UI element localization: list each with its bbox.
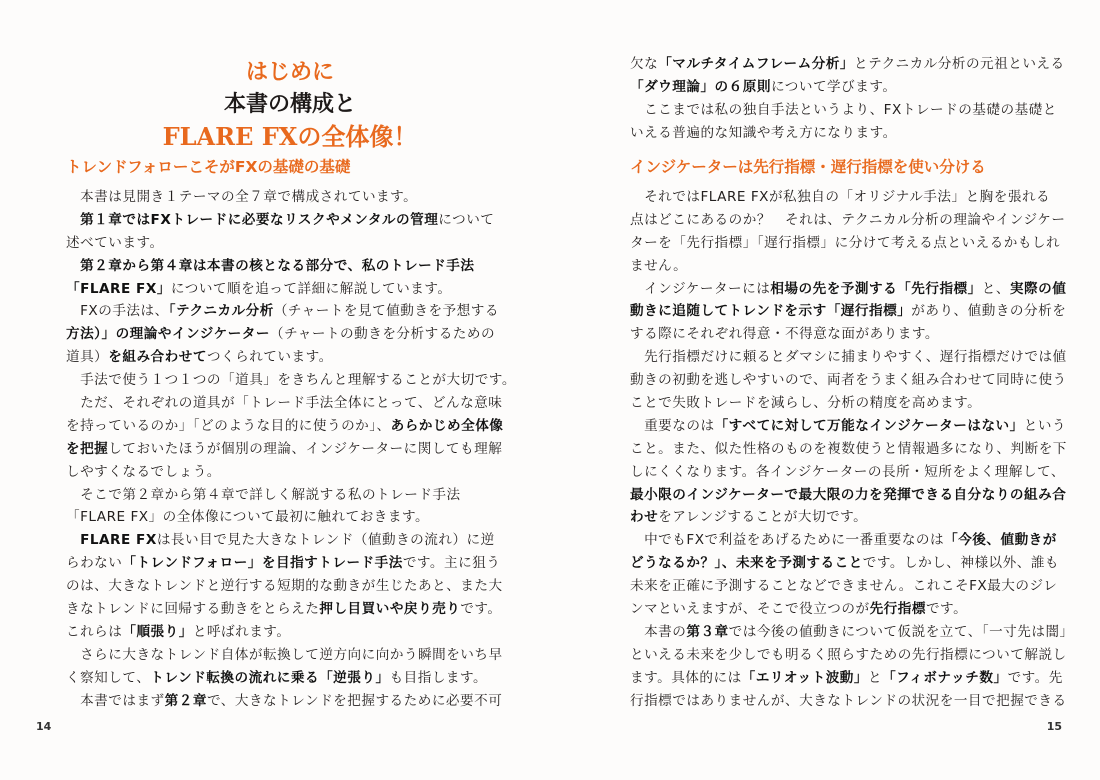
text-line [66,346,486,369]
section-heading-indicators: インジケーターは先行指標・遅行指標を使い分ける [630,158,986,176]
text-run: について [438,211,495,228]
text-line [66,186,486,209]
text-line [66,278,486,301]
text-run: は長い目で見た大きなトレンド（値動きの流れ）に逆 [156,532,495,549]
bold-text-run: 方法）」の理論やインジケーター [66,326,270,343]
text-run: （チャートを見て値動きを予想する [273,303,499,320]
text-run: で、大きなトレンドを把握するために必要不可 [206,692,503,709]
text-line [630,506,1050,529]
text-run: 重要なのは [630,417,715,434]
text-run: 道具） [66,349,109,366]
text-run: について順を追って詳細に解説しています。 [170,280,452,297]
text-line [630,346,1067,369]
text-run: について学びます。 [770,78,897,95]
text-line [66,690,503,713]
text-run: しやすくなるでしょう。 [66,463,221,480]
text-line [66,209,495,232]
text-line [66,369,516,392]
text-run: も目指します。 [389,669,488,686]
text-line [66,621,486,644]
text-line [630,484,1067,507]
bold-text-run: 第３章 [686,623,729,640]
bold-text-run: 「すべてに対して万能なインジケーターはない」 [714,417,1024,434]
text-line [66,667,486,690]
text-line [630,209,1066,232]
text-run: 点はどこにあるのか？ それは、テクニカル分析の理論やインジケー [630,211,1066,228]
text-run: 未来を正確に予測することなどできません。これこそFX最大のジレ [630,578,1058,595]
bold-text-run: トレンド転換の流れに乗る「逆張り」 [150,669,390,686]
text-run: と呼ばれます。 [192,623,291,640]
text-line [66,484,486,507]
text-run: それではFLARE FXが私独自の「オリジナル手法」と胸を張れる [630,189,1051,205]
section-heading-trend-follow: トレンドフォローこそがFXの基礎の基礎 [66,158,351,176]
text-run: しにくくなります。各インジケーターの長所・短所をよく理解して、 [630,463,1065,480]
text-run: しておいたほうが個別の理論、インジケーターに関しても理解 [108,440,503,457]
text-line [66,415,504,438]
text-line [66,392,503,415]
bold-text-run: 「マルチタイムフレーム分析」 [658,56,855,72]
bold-text-run: 「フィボナッチ数」 [882,669,1008,686]
text-line [66,529,495,552]
text-run: です。先 [1007,669,1063,686]
right-page [550,0,1100,780]
page-number-right: 15 [1046,720,1062,733]
title-line-intro: はじめに [245,59,334,85]
bold-text-run: 先行指標 [869,601,926,618]
text-run: 本書は見開き１テーマの全７章で構成されています。 [66,189,418,205]
right-continued-text [630,53,1065,145]
bold-text-run: を把握 [66,440,109,457]
bold-text-run: 動きに追随してトレンドを示す「遅行指標」 [630,303,912,320]
text-run: です。しかし、神様以外、誰も [862,555,1060,572]
text-run: ます。具体的には [630,669,742,686]
text-run: 行指標ではありませんが、大きなトレンドの状況を一目で把握できる [630,692,1067,709]
text-run: いえる普遍的な知識や考え方になります。 [630,124,897,141]
bold-text-run: FLARE FX [66,532,157,549]
text-line [630,644,1067,667]
text-run: 動きの初動を逃しやすいので、両者をうまく組み合わせて同時に使う [630,372,1067,389]
text-line [630,461,1065,484]
text-line [66,232,486,255]
text-run: ンマといえますが、そこで役立つのが [630,601,870,618]
bold-text-run: 相場の先を予測する「先行指標」 [770,280,982,297]
bold-text-run: 「今後、値動きが [944,532,1057,549]
text-run: FXの手法は、 [66,303,169,320]
bold-text-run: 「FLARE FX」 [66,280,171,297]
text-run: があり、値動きの分析を [911,303,1067,320]
bold-text-run: 最小限のインジケーターで最大限の力を発揮できる自分なりの組み合 [630,486,1067,503]
text-run: 先行指標だけに頼るとダマシに捕まりやすく、遅行指標だけでは値 [630,349,1067,366]
text-run: ません。 [630,257,688,274]
text-line [630,76,1050,99]
text-run: 欠な [630,56,659,72]
text-run: です。主に狙う [402,555,501,572]
text-run: ここまでは私の独自手法というより、FXトレードの基礎の基礎と [630,101,1057,118]
right-body-text [630,186,1074,712]
text-run: さらに大きなトレンド自体が転換して逆方向に向かう瞬間をいち早 [66,646,503,663]
chapter-title [80,56,500,154]
text-line [66,300,499,323]
bold-text-run: あらかじめ全体像 [390,417,504,434]
text-run: する際にそれぞれ得意・不得意な面があります。 [630,326,939,343]
text-line [630,575,1058,598]
text-line [66,461,486,484]
text-line [66,598,502,621]
text-line [66,438,503,461]
text-line [630,415,1067,438]
text-line [630,621,1074,644]
text-run: きなトレンドに回帰する動きをとらえた [66,601,320,618]
bold-text-run: 押し目買いや戻り売り [319,601,461,618]
text-run: 述べています。 [66,234,164,251]
page-number-left: 14 [36,720,52,733]
title-line-overview: FLARE FXの全体像！ [162,122,418,151]
text-run: といえる未来を少しでも明るく照らすための先行指標について解説し [630,646,1067,663]
text-line [630,122,1050,145]
left-body-text [66,186,516,712]
text-line [630,300,1067,323]
text-line [630,598,1050,621]
bold-text-run: 第１章ではFXトレードに必要なリスクやメンタルの管理 [66,211,439,228]
text-run: ただ、それぞれの道具が「トレード手法全体にとって、どんな意味 [66,395,503,412]
text-line [66,644,503,667]
text-run: を持っているのか」「どのような目的に使うのか」、 [66,417,391,434]
text-line [630,529,1057,552]
text-run: とテクニカル分析の元祖といえる [854,56,1065,72]
text-run: こと。また、似た性格のものを複数使うと情報過多になり、判断を下 [630,440,1067,457]
text-run: 中でもFXで利益をあげるために一番重要なのは [630,532,945,549]
title-line-structure: 本書の構成と [223,91,356,117]
text-run: これらは [66,623,123,640]
bold-text-run: 第２章から第４章は本書の核となる部分で、私のトレード手法 [66,257,475,274]
text-run: インジケーターには [630,280,771,297]
text-run: （チャートの動きを分析するための [270,326,496,343]
text-line [630,255,1050,278]
text-run: つくられています。 [206,349,333,366]
bold-text-run: どうなるか？」、未来を予測すること [630,555,863,572]
text-line [66,506,486,529]
bold-text-run: 「トレンドフォロー」を目指すトレード手法 [122,555,403,572]
bold-text-run: を組み合わせて [108,349,207,366]
bold-text-run: 「ダウ理論」の６原則 [630,78,771,95]
text-run: と [867,669,883,686]
text-run: 本書の [630,623,687,640]
text-line [630,323,1050,346]
text-run: をアレンジすることが大切です。 [658,509,868,526]
text-line [630,438,1067,461]
text-line [630,232,1061,255]
bold-text-run: 「テクニカル分析 [168,303,274,320]
text-line [630,369,1067,392]
text-run: そこで第２章から第４章で詳しく解説する私のトレード手法 [66,486,461,503]
text-line [630,53,1065,76]
bold-text-run: 「順張り」 [122,623,193,640]
bold-text-run: 第２章 [164,692,207,709]
text-line [630,278,1067,301]
text-run: と、 [981,280,1010,297]
text-run: ことで失敗トレードを減らし、分析の精度を高めます。 [630,395,982,412]
text-line [630,392,1050,415]
text-run: く察知して、 [66,669,151,686]
text-run: という [1023,417,1067,434]
text-run: です。 [925,601,968,618]
text-line [630,667,1063,690]
text-line [630,552,1060,575]
text-line [630,690,1067,713]
text-line [630,186,1050,209]
text-run: 手法で使う１つ１つの「道具」をきちんと理解することが大切です。 [66,372,516,389]
text-run: ターを「先行指標」「遅行指標」に分けて考える点といえるかもしれ [630,234,1061,251]
text-run: です。 [460,601,502,618]
text-run: のは、大きなトレンドと逆行する短期的な動きが生じたあと、また大 [66,578,503,595]
text-line [66,255,486,278]
text-line [66,323,496,346]
text-run: らわない [66,555,123,572]
text-line [66,575,503,598]
text-run: 本書ではまず [66,692,165,709]
text-run: では今後の値動きについて仮説を立て、「一寸先は闇」 [728,623,1074,640]
bold-text-run: わせ [630,509,659,526]
text-line [66,552,501,575]
text-run: 「FLARE FX」の全体像について最初に触れておきます。 [66,509,430,526]
bold-text-run: 「エリオット波動」 [741,669,868,686]
bold-text-run: 実際の値 [1009,280,1067,297]
text-line [630,99,1057,122]
